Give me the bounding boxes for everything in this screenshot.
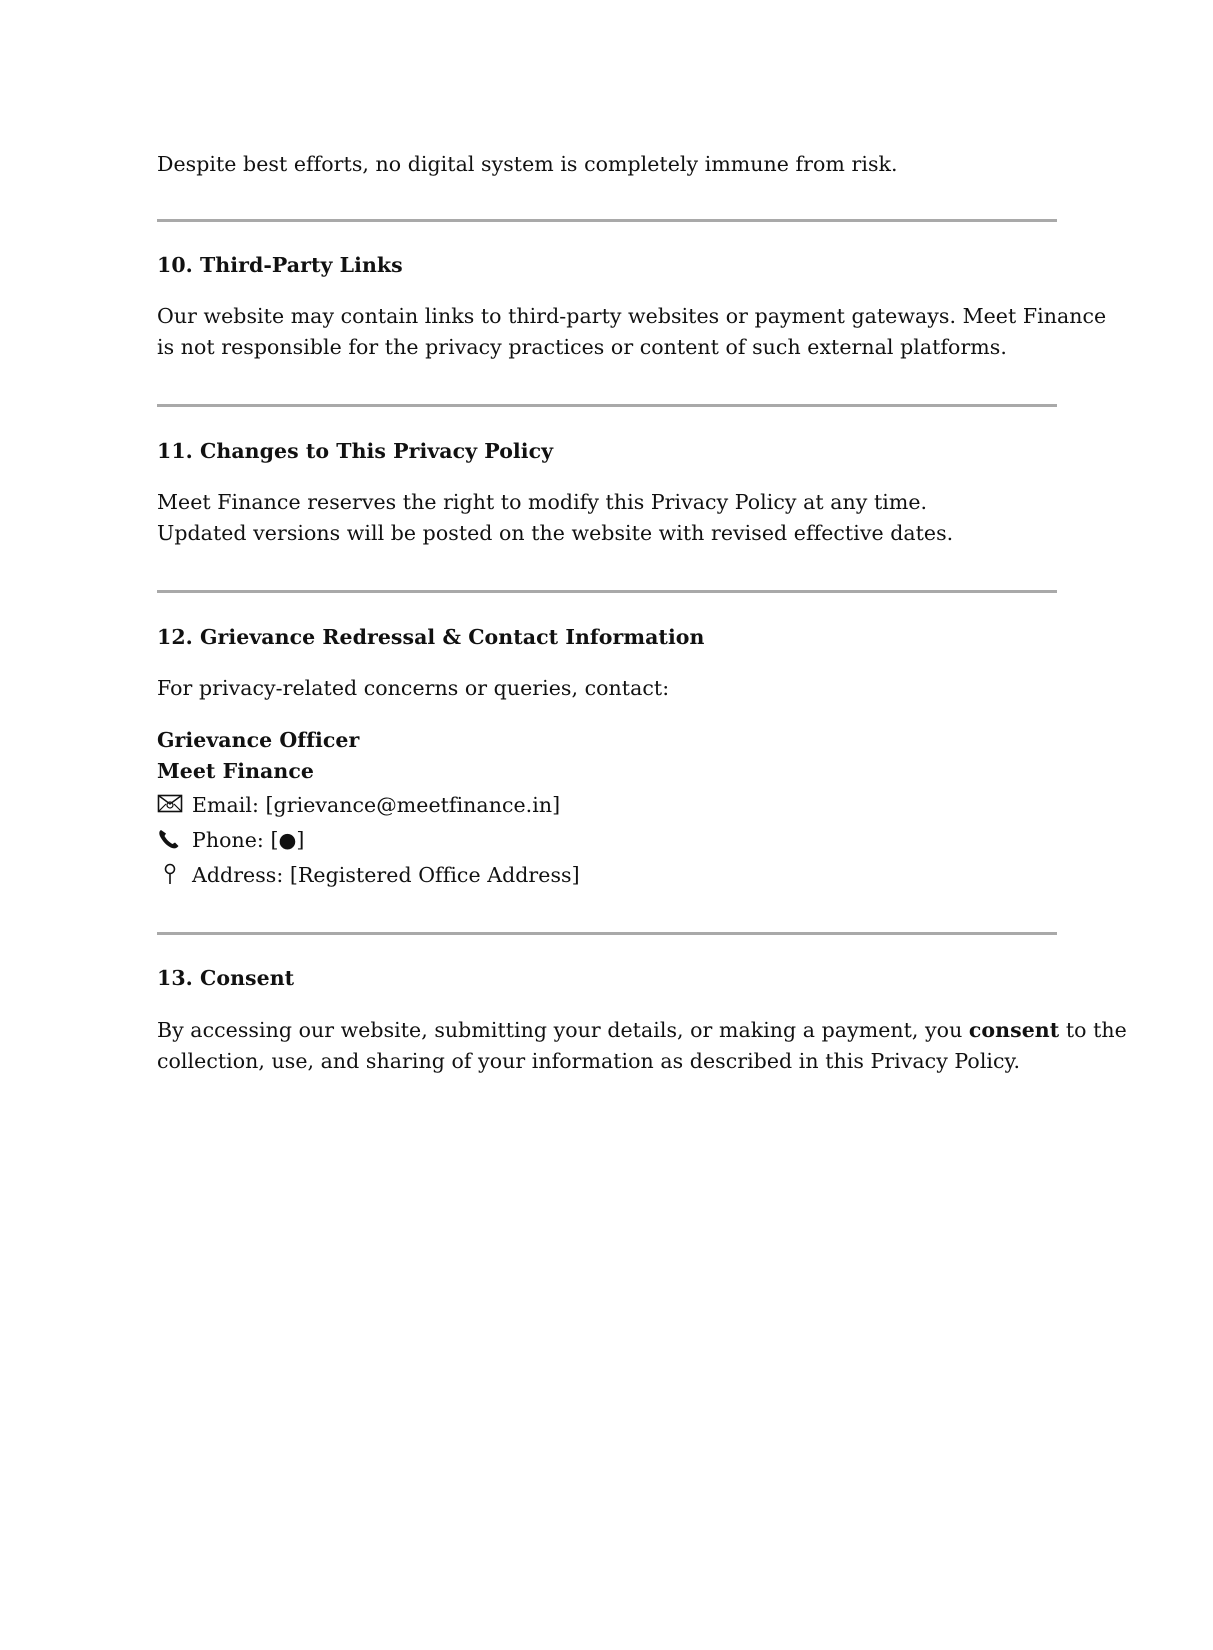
- intro-text: Despite best efforts, no digital system is completely immune from risk.: [157, 152, 898, 176]
- section-heading-third-party: 10. Third-Party Links: [157, 253, 403, 277]
- paragraph-line: Our website may contain links to third-party websites or payment gateways. Meet Finance: [157, 304, 1107, 328]
- paragraph-line: collection, use, and sharing of your information as described in this Privacy Policy.: [157, 1049, 1021, 1073]
- grievance-intro: For privacy-related concerns or queries, contact:: [157, 676, 670, 700]
- section-divider: [157, 219, 1057, 222]
- pin-icon: [157, 863, 183, 885]
- consent-text-after: to the: [1059, 1018, 1127, 1042]
- envelope-icon: [157, 793, 183, 815]
- paragraph-line: Updated versions will be posted on the website with revised effective dates.: [157, 521, 954, 545]
- consent-line: [157, 1015, 1127, 1046]
- section-heading-grievance: 12. Grievance Redressal & Contact Information: [157, 625, 705, 649]
- section-divider: [157, 932, 1057, 935]
- email-line: [157, 790, 560, 821]
- officer-title: Grievance Officer: [157, 728, 360, 752]
- phone-icon: [157, 828, 183, 850]
- paragraph-line: Meet Finance reserves the right to modify this Privacy Policy at any time.: [157, 490, 928, 514]
- section-divider: [157, 404, 1057, 407]
- company-name: Meet Finance: [157, 759, 314, 783]
- phone-line: [157, 825, 304, 856]
- consent-text-before: By accessing our website, submitting your details, or making a payment, you: [157, 1018, 969, 1042]
- phone-text: Phone: [●]: [192, 828, 305, 852]
- section-heading-consent: 13. Consent: [157, 966, 295, 990]
- email-text: Email: [grievance@meetfinance.in]: [192, 793, 561, 817]
- address-line: [157, 860, 580, 891]
- section-heading-changes: 11. Changes to This Privacy Policy: [157, 439, 554, 463]
- address-text: Address: [Registered Office Address]: [192, 863, 580, 887]
- consent-emphasis: consent: [968, 1018, 1060, 1042]
- paragraph-line: is not responsible for the privacy practices or content of such external platforms.: [157, 335, 1007, 359]
- section-divider: [157, 590, 1057, 593]
